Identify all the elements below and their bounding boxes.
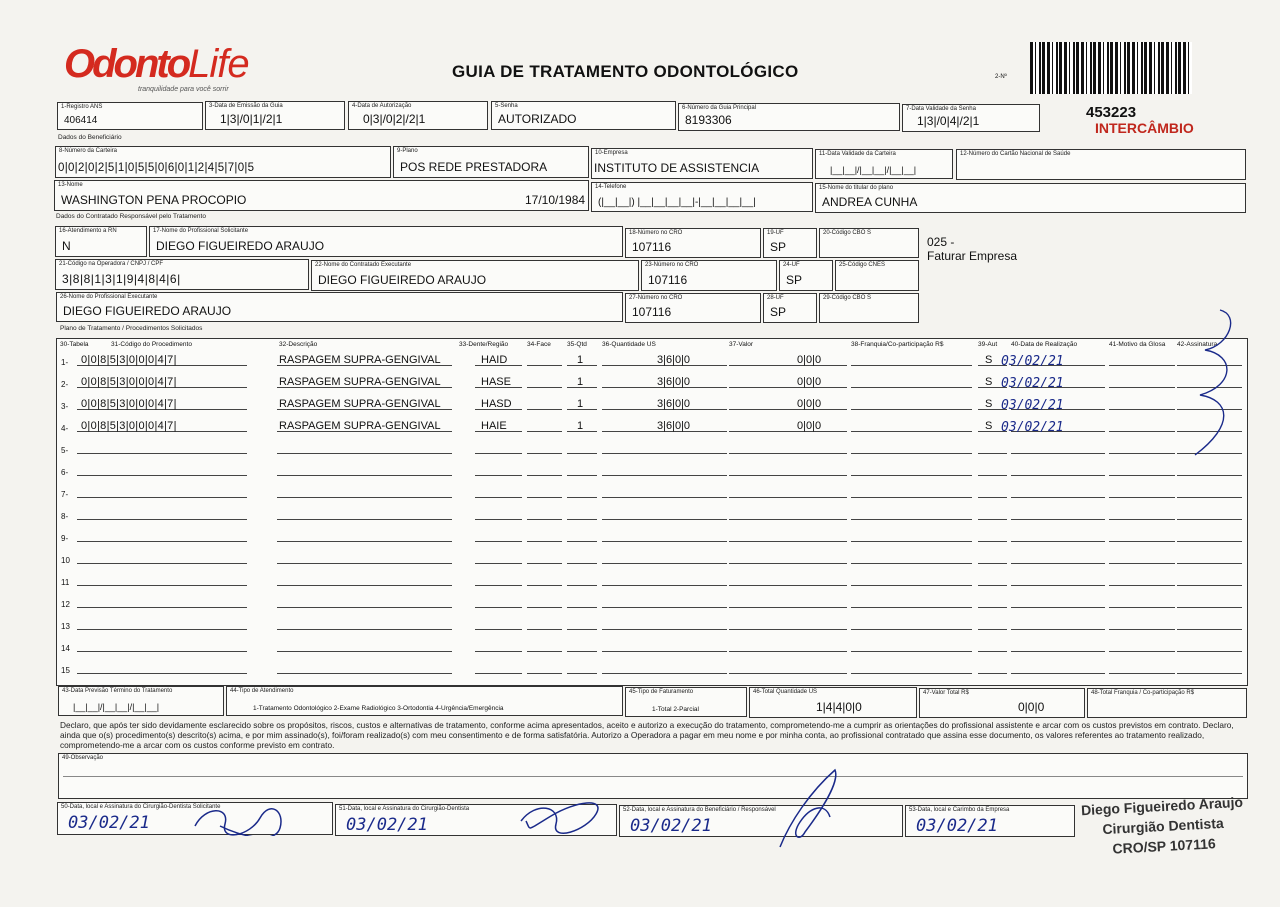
validade-senha-field[interactable]: 7-Data Validade da Senha 1|3|/0|4|/2|1 [902, 104, 1040, 132]
col-codigo: 31-Código do Procedimento [111, 341, 192, 348]
row-underline [851, 387, 972, 388]
row-underline [978, 585, 1007, 586]
row-underline [602, 563, 727, 564]
row-number: 14 [61, 644, 70, 653]
row-underline [1109, 541, 1175, 542]
row-underline [1011, 585, 1105, 586]
col-descricao: 32-Descrição [279, 341, 318, 348]
row-underline [1109, 453, 1175, 454]
section-plano-tratamento: Plano de Tratamento / Procedimentos Solicitados [60, 325, 203, 332]
senha-field[interactable]: 5-Senha AUTORIZADO [491, 101, 676, 130]
guia-principal-field[interactable]: 6-Número da Guia Principal 8193306 [678, 103, 900, 131]
row-underline [1109, 629, 1175, 630]
logo-tagline: tranquilidade para você sorrir [138, 86, 229, 93]
uf-executante-field[interactable]: 28-UF SP [763, 293, 817, 323]
row-underline [729, 365, 847, 366]
cro-executante-field[interactable]: 27-Número no CRO 107116 [625, 293, 761, 323]
row-underline [729, 519, 847, 520]
row-underline [1109, 563, 1175, 564]
procedure-date: 03/02/21 [1001, 354, 1064, 369]
row-underline [978, 541, 1007, 542]
row-underline [978, 563, 1007, 564]
data-autorizacao-field[interactable]: 4-Data de Autorização 0|3|/0|2|/2|1 [348, 101, 488, 130]
row-underline [851, 541, 972, 542]
carteira-field[interactable]: 8-Número da Carteira 0|0|2|0|2|5|1|0|5|5|0|6|0|1|2|4|5|7|0|5 [55, 146, 391, 178]
row-underline [851, 629, 972, 630]
row-number: 4- [61, 424, 69, 433]
row-underline [527, 585, 562, 586]
row-underline [1011, 629, 1105, 630]
procedure-date: 03/02/21 [1001, 376, 1064, 391]
row-underline [1011, 475, 1105, 476]
row-underline [978, 629, 1007, 630]
row-underline [978, 497, 1007, 498]
row-underline [978, 673, 1007, 674]
row-underline [567, 607, 597, 608]
signature-scribble-1 [190, 806, 290, 836]
prof-solicitante-field[interactable]: 17-Nome do Profissional Solicitante DIEGO FIGUEIREDO ARAUJO [149, 226, 623, 257]
row-underline [851, 651, 972, 652]
row-underline [527, 475, 562, 476]
row-underline [1011, 453, 1105, 454]
row-underline [1011, 519, 1105, 520]
page-title: GUIA DE TRATAMENTO ODONTOLÓGICO [452, 62, 799, 81]
observacao-field[interactable]: 49-Observação [58, 753, 1248, 799]
table-row[interactable] [57, 439, 1247, 461]
row-underline [851, 409, 972, 410]
signature-scribble-2 [516, 796, 606, 836]
procedure-date: 03/02/21 [1001, 398, 1064, 413]
procedure-aut: S [985, 354, 993, 366]
uf-contratado-field[interactable]: 24-UF SP [779, 260, 833, 291]
cnes-field[interactable]: 25-Código CNES [835, 260, 919, 291]
row-underline [567, 651, 597, 652]
row-underline [475, 607, 522, 608]
contratado-executante-field[interactable]: 22-Nome do Contratado Executante DIEGO FIGUEIREDO ARAUJO [311, 260, 639, 291]
telefone-field[interactable]: 14-Telefone (|__|__|) |__|__|__|__|-|__|__|__|__| [591, 182, 813, 212]
atendimento-rn-field[interactable]: 16-Atendimento a RN N [55, 226, 147, 257]
row-underline [602, 651, 727, 652]
tipo-faturamento-field[interactable]: 45-Tipo de Faturamento 1-Total 2-Parcial [625, 687, 747, 717]
procedure-us: 3|6|0|0 [657, 376, 691, 388]
table-row[interactable] [57, 483, 1247, 505]
registro-ans-field[interactable]: 1-Registro ANS 406414 [57, 102, 203, 130]
row-underline [527, 387, 562, 388]
row-number: 15 [61, 666, 70, 675]
faturar-empresa: Faturar Empresa [927, 249, 1018, 263]
procedure-aut: S [985, 420, 993, 432]
table-row[interactable] [57, 527, 1247, 549]
row-underline [567, 475, 597, 476]
table-row[interactable] [57, 659, 1247, 681]
procedure-value: 0|0|0 [797, 376, 822, 388]
codigo-operadora-field[interactable]: 21-Código na Operadora / CNPJ / CPF 3|8|8|1|3|1|9|4|8|4|6| [55, 259, 309, 290]
assinatura-dentista-date: 03/02/21 [346, 815, 428, 835]
row-underline [1011, 563, 1105, 564]
row-underline [77, 629, 247, 630]
row-underline [567, 497, 597, 498]
procedure-value: 0|0|0 [797, 420, 822, 432]
assinatura-solicitante-date: 03/02/21 [68, 813, 150, 833]
row-underline [729, 607, 847, 608]
row-underline [602, 607, 727, 608]
tooth-region: HAIE [481, 420, 507, 432]
procedure-qty: 1 [577, 420, 584, 432]
row-underline [277, 629, 452, 630]
row-underline [1011, 651, 1105, 652]
procedure-code: 0|0|8|5|3|0|0|0|4|7| [81, 376, 177, 388]
tooth-region: HASD [481, 398, 512, 410]
row-underline [77, 563, 247, 564]
row-underline [1109, 475, 1175, 476]
row-underline [602, 629, 727, 630]
col-qtd: 35-Qtd [567, 341, 587, 348]
row-underline [567, 673, 597, 674]
procedure-aut: S [985, 376, 993, 388]
row-underline [729, 563, 847, 564]
section-beneficiario: Dados do Beneficiário [58, 134, 122, 141]
row-underline [77, 497, 247, 498]
total-franquia-field[interactable]: 48-Total Franquia / Co-participação R$ [1087, 688, 1247, 718]
row-underline [1109, 585, 1175, 586]
row-underline [527, 519, 562, 520]
row-underline [851, 365, 972, 366]
total-us-field[interactable]: 46-Total Quantidade US 1|4|4|0|0 [749, 687, 917, 718]
signature-scribble-3 [770, 762, 850, 857]
row-underline [1177, 519, 1242, 520]
row-number: 2- [61, 380, 69, 389]
row-underline [77, 475, 247, 476]
col-motivo-glosa: 41-Motivo da Glosa [1109, 341, 1166, 348]
col-assinatura: 42-Assinatura [1177, 341, 1218, 348]
row-underline [1011, 607, 1105, 608]
uf-solicitante-field[interactable]: 19-UF SP [763, 228, 817, 258]
row-underline [851, 497, 972, 498]
plano-field[interactable]: 9-Plano POS REDE PRESTADORA [393, 146, 589, 178]
carimbo-empresa-date: 03/02/21 [916, 816, 998, 836]
row-underline [277, 497, 452, 498]
previsao-termino-field[interactable]: 43-Data Previsão Término do Tratamento |__|__|/|__|__|/|__|__| [58, 686, 224, 716]
col-franquia: 38-Franquia/Co-participação R$ [851, 341, 944, 348]
row-underline [277, 651, 452, 652]
table-row[interactable] [57, 637, 1247, 659]
intercambio-label: INTERCÂMBIO [1095, 120, 1194, 136]
row-underline [602, 497, 727, 498]
col-data-realizacao: 40-Data de Realização [1011, 341, 1078, 348]
row-underline [475, 563, 522, 564]
row-underline [729, 541, 847, 542]
assinatura-solicitante-field[interactable]: 50-Data, local e Assinatura do Cirurgião-Dentista Solicitante 03/02/21 [57, 802, 333, 835]
section-contratado: Dados do Contratado Responsável pelo Tratamento [56, 213, 206, 220]
odontolife-logo: OdontoLife [64, 42, 249, 86]
procedure-value: 0|0|0 [797, 398, 822, 410]
procedure-us: 3|6|0|0 [657, 398, 691, 410]
row-underline [729, 387, 847, 388]
row-underline [475, 541, 522, 542]
procedure-code: 0|0|8|5|3|0|0|0|4|7| [81, 354, 177, 366]
row-underline [277, 541, 452, 542]
row-number: 3- [61, 402, 69, 411]
procedure-qty: 1 [577, 376, 584, 388]
procedure-us: 3|6|0|0 [657, 354, 691, 366]
row-underline [851, 519, 972, 520]
empresa-field[interactable]: 10-Empresa INSTITUTO DE ASSISTENCIA [591, 148, 813, 179]
table-row[interactable] [57, 351, 1247, 373]
procedures-table [56, 338, 1248, 686]
row-underline [277, 585, 452, 586]
tooth-region: HASE [481, 376, 511, 388]
observacao-line [63, 776, 1243, 777]
row-underline [77, 453, 247, 454]
assinatura-dentista-field[interactable]: 51-Data, local e Assinatura do Cirurgião-Dentista 03/02/21 [335, 804, 617, 836]
procedure-us: 3|6|0|0 [657, 420, 691, 432]
row-underline [1177, 651, 1242, 652]
row-underline [277, 607, 452, 608]
col-aut: 39-Aut [978, 341, 998, 348]
row-underline [475, 453, 522, 454]
row-underline [1011, 497, 1105, 498]
row-underline [77, 673, 247, 674]
titular-field[interactable]: 15-Nome do titular do plano ANDREA CUNHA [815, 183, 1246, 213]
row-underline [77, 541, 247, 542]
row-underline [729, 475, 847, 476]
row-underline [277, 475, 452, 476]
row-underline [277, 673, 452, 674]
table-row[interactable] [57, 417, 1247, 439]
row-underline [527, 629, 562, 630]
row-underline [475, 519, 522, 520]
guia-number-label: 2-Nº [995, 74, 1007, 80]
table-row[interactable] [57, 373, 1247, 395]
prof-executante-field[interactable]: 26-Nome do Profissional Executante DIEGO FIGUEIREDO ARAUJO [56, 292, 623, 322]
row-underline [729, 651, 847, 652]
row-underline [567, 585, 597, 586]
row-underline [77, 585, 247, 586]
row-number: 5- [61, 446, 69, 455]
row-underline [851, 431, 972, 432]
row-underline [729, 629, 847, 630]
row-underline [851, 453, 972, 454]
row-underline [77, 607, 247, 608]
cartao-sus-field[interactable]: 12-Número do Cartão Nacional de Saúde [956, 149, 1246, 180]
row-underline [527, 365, 562, 366]
row-underline [1177, 607, 1242, 608]
nome-field[interactable]: 13-Nome WASHINGTON PENA PROCOPIO 17/10/1984 [54, 180, 589, 211]
dentist-stamp: Diego Figueiredo Araujo Cirurgião Dentista CRO/SP 107116 [1080, 793, 1244, 857]
table-row[interactable] [57, 615, 1247, 637]
procedure-value: 0|0|0 [797, 354, 822, 366]
assinatura-beneficiario-field[interactable]: 52-Data, local e Assinatura do Beneficiário / Responsável 03/02/21 [619, 805, 903, 837]
guia-number: 453223 [1086, 104, 1137, 121]
row-underline [527, 651, 562, 652]
validade-carteira-field[interactable]: 11-Data Validade da Carteira |__|__|/|__|__|/|__|__| [815, 149, 953, 179]
procedure-code: 0|0|8|5|3|0|0|0|4|7| [81, 420, 177, 432]
carimbo-empresa-field[interactable]: 53-Data, local e Carimbo da Empresa 03/02/21 [905, 805, 1075, 837]
row-underline [602, 453, 727, 454]
row-underline [527, 431, 562, 432]
procedure-description: RASPAGEM SUPRA-GENGIVAL [279, 420, 441, 432]
row-underline [567, 453, 597, 454]
row-underline [978, 607, 1007, 608]
row-underline [1109, 673, 1175, 674]
row-underline [277, 453, 452, 454]
procedure-code: 0|0|8|5|3|0|0|0|4|7| [81, 398, 177, 410]
row-underline [277, 519, 452, 520]
row-underline [729, 409, 847, 410]
row-underline [729, 497, 847, 498]
col-dente: 33-Dente/Região [459, 341, 509, 348]
row-underline [602, 673, 727, 674]
row-underline [602, 585, 727, 586]
row-underline [1177, 475, 1242, 476]
row-underline [851, 607, 972, 608]
col-tabela: 30-Tabela [60, 341, 89, 348]
row-underline [851, 673, 972, 674]
table-row[interactable] [57, 593, 1247, 615]
row-underline [602, 475, 727, 476]
procedure-qty: 1 [577, 354, 584, 366]
row-underline [1109, 607, 1175, 608]
row-underline [851, 475, 972, 476]
table-row[interactable] [57, 461, 1247, 483]
row-underline [567, 629, 597, 630]
row-underline [729, 585, 847, 586]
row-underline [1109, 387, 1175, 388]
row-underline [567, 541, 597, 542]
row-underline [1109, 365, 1175, 366]
row-underline [475, 651, 522, 652]
row-underline [1177, 585, 1242, 586]
row-underline [978, 651, 1007, 652]
table-row[interactable] [57, 395, 1247, 417]
tooth-region: HAID [481, 354, 508, 366]
row-underline [77, 651, 247, 652]
cbo-solicitante-field[interactable]: 20-Código CBO S [819, 228, 919, 258]
row-underline [978, 453, 1007, 454]
cbo-executante-field[interactable]: 29-Código CBO S [819, 293, 919, 323]
barcode [1030, 42, 1192, 94]
table-row[interactable] [57, 549, 1247, 571]
row-number: 1- [61, 358, 69, 367]
row-underline [1177, 563, 1242, 564]
row-underline [729, 431, 847, 432]
data-emissao-field[interactable]: 3-Data de Emissão da Guia 1|3|/0|1|/2|1 [205, 101, 345, 130]
row-underline [1109, 409, 1175, 410]
row-underline [978, 519, 1007, 520]
row-underline [475, 673, 522, 674]
col-valor: 37-Valor [729, 341, 754, 348]
row-number: 7- [61, 490, 69, 499]
row-underline [1109, 519, 1175, 520]
row-underline [475, 629, 522, 630]
row-underline [729, 673, 847, 674]
row-underline [1011, 673, 1105, 674]
row-number: 13 [61, 622, 70, 631]
table-row[interactable] [57, 505, 1247, 527]
row-underline [1177, 541, 1242, 542]
cro-contratado-field[interactable]: 23-Número no CRO 107116 [641, 260, 777, 291]
row-underline [1177, 673, 1242, 674]
row-number: 11 [61, 578, 70, 587]
row-underline [77, 519, 247, 520]
row-underline [1109, 651, 1175, 652]
row-underline [527, 673, 562, 674]
row-underline [527, 541, 562, 542]
row-number: 6- [61, 468, 69, 477]
row-underline [277, 563, 452, 564]
row-underline [475, 497, 522, 498]
procedure-qty: 1 [577, 398, 584, 410]
procedure-date: 03/02/21 [1001, 420, 1064, 435]
procedure-aut: S [985, 398, 993, 410]
valor-total-field[interactable]: 47-Valor Total R$ 0|0|0 [919, 688, 1085, 718]
tipo-atendimento-field[interactable]: 44-Tipo de Atendimento 1-Tratamento Odontológico 2-Exame Radiológico 3-Ortodontia 4-Urgência/Emergência [226, 686, 623, 716]
cro-solicitante-field[interactable]: 18-Número no CRO 107116 [625, 228, 761, 258]
row-underline [851, 585, 972, 586]
row-underline [567, 563, 597, 564]
col-quantidade-us: 36-Quantidade US [602, 341, 656, 348]
row-underline [1011, 541, 1105, 542]
data-nascimento: 17/10/1984 [525, 193, 586, 207]
row-underline [527, 497, 562, 498]
row-underline [527, 563, 562, 564]
row-underline [475, 585, 522, 586]
row-underline [527, 453, 562, 454]
procedure-description: RASPAGEM SUPRA-GENGIVAL [279, 398, 441, 410]
row-number: 9- [61, 534, 69, 543]
row-underline [1177, 629, 1242, 630]
row-underline [1109, 497, 1175, 498]
row-underline [978, 475, 1007, 476]
row-underline [851, 563, 972, 564]
row-underline [1109, 431, 1175, 432]
table-row[interactable] [57, 571, 1247, 593]
col-face: 34-Face [527, 341, 551, 348]
row-underline [527, 409, 562, 410]
declaracao-text: Declaro, que após ter sido devidamente esclarecido sobre os propósitos, riscos, custos e alternativas de tratamento, conforme acima apresentados, aceito e autorizo a execução do tratamento, comprometendo-me a cumprir as orientações do profissional assistente e arcar com os custos previstos em contrato. Declaro, ainda que o(s) procedimento(s) descrito(s) acima, e por mim assinado(s), foi/foram realizado(s) com meu consentimento e de forma satisfatória. Autorizo a Operadora a pagar em meu nome e por minha conta, ao profissional contratado que assina esse documento, os valores referentes ao tratamento realizado, comprometendo-me a arcar com os custos conforme previsto em contrato. [60, 720, 1234, 750]
row-underline [602, 541, 727, 542]
row-underline [602, 519, 727, 520]
row-underline [567, 519, 597, 520]
faturar-code: 025 - [927, 235, 955, 249]
row-underline [475, 475, 522, 476]
row-number: 10 [61, 556, 70, 565]
row-number: 8- [61, 512, 69, 521]
row-underline [729, 453, 847, 454]
row-underline [527, 607, 562, 608]
procedure-description: RASPAGEM SUPRA-GENGIVAL [279, 376, 441, 388]
signature-scribble-column [1180, 305, 1250, 460]
assinatura-beneficiario-date: 03/02/21 [630, 816, 712, 836]
procedure-description: RASPAGEM SUPRA-GENGIVAL [279, 354, 441, 366]
row-underline [1177, 497, 1242, 498]
row-number: 12 [61, 600, 70, 609]
